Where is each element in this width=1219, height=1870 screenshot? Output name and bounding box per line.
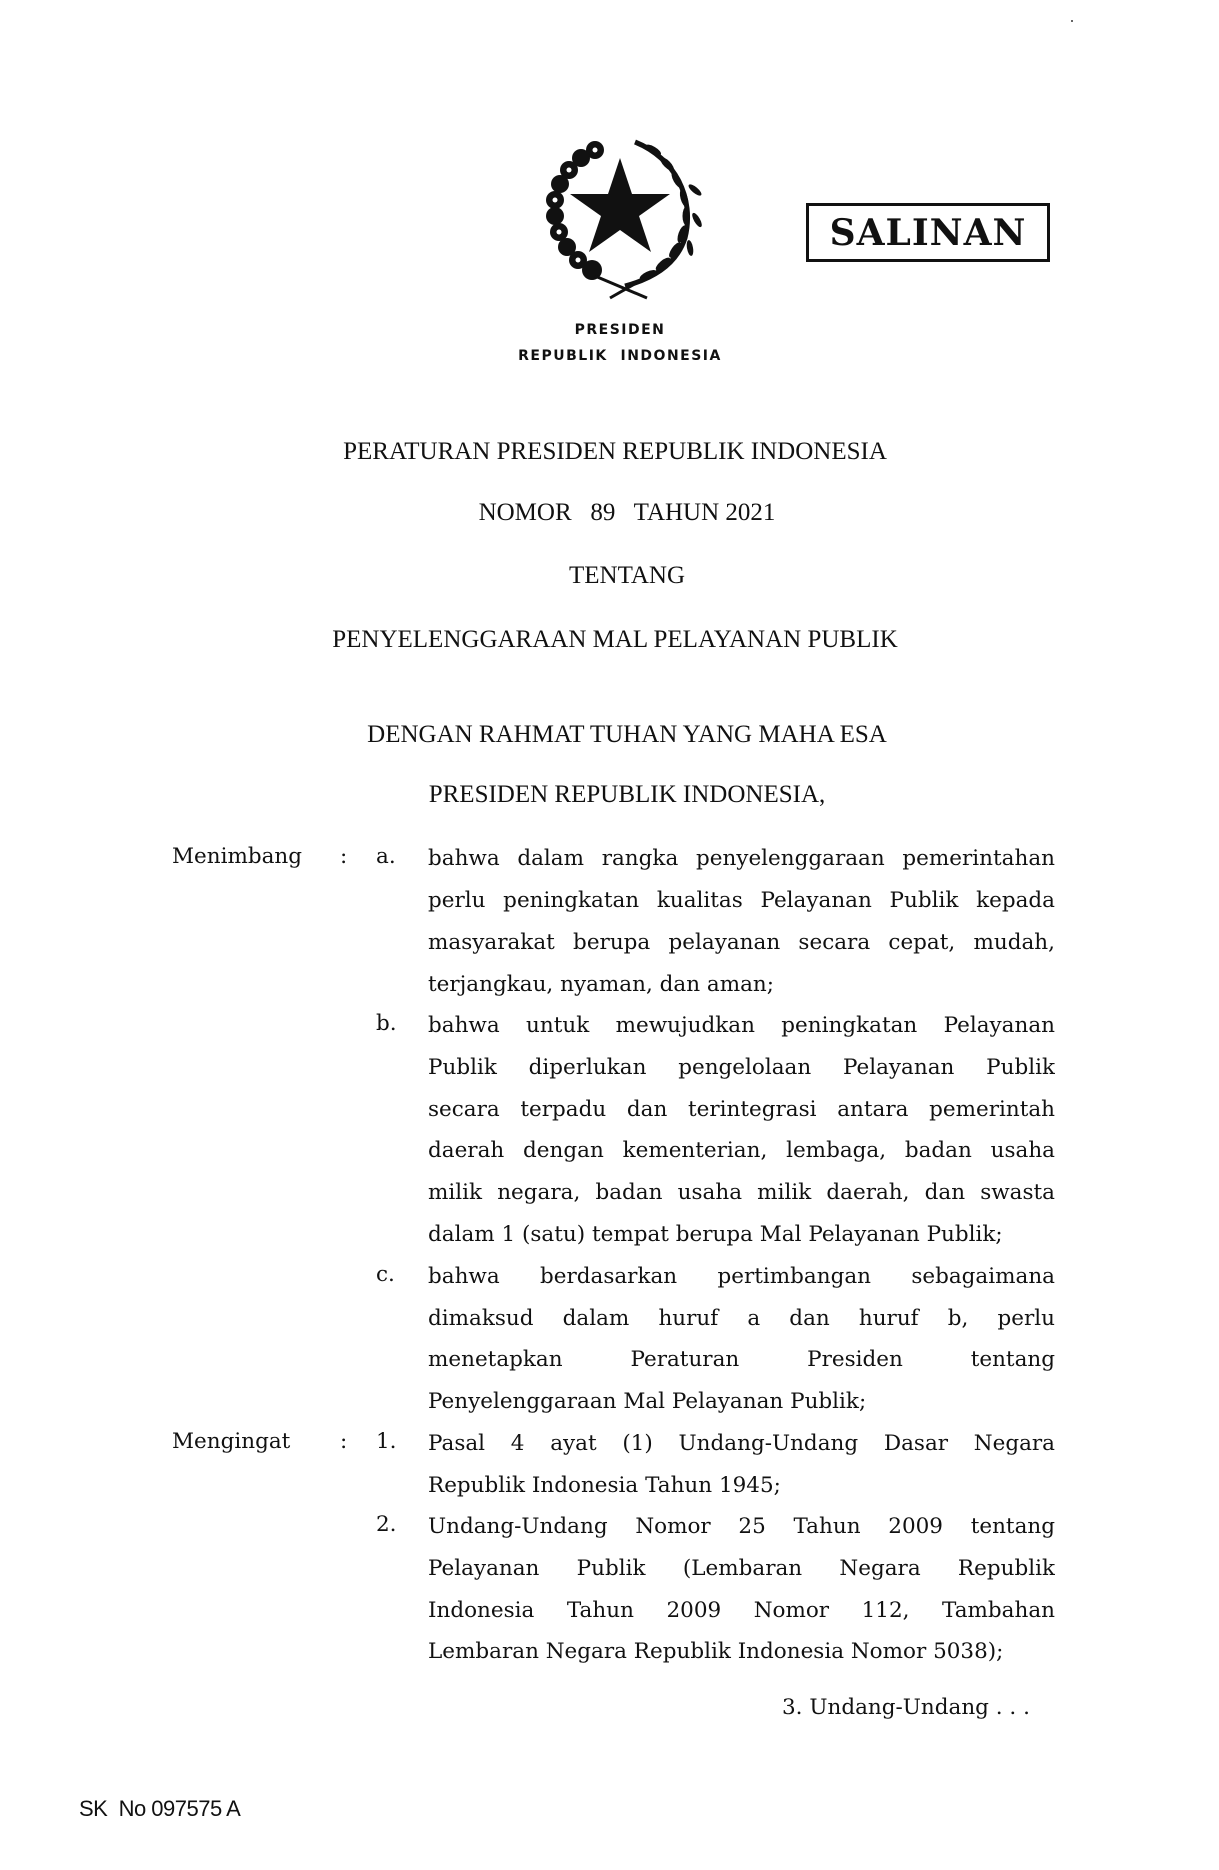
regulation-type: PERATURAN PRESIDEN REPUBLIK INDONESIA [343, 438, 887, 465]
mengingat-colon: : [340, 1429, 348, 1454]
salinan-stamp [806, 203, 1050, 262]
regulation-number: NOMOR 89 TAHUN 2021 [478, 499, 776, 526]
item-2-line: Pelayanan Publik (Lembaran Negara Republik [428, 1556, 1055, 1581]
menimbang-label: Menimbang [172, 844, 303, 869]
regulation-about: TENTANG [568, 562, 686, 589]
regulation-subject: PENYELENGGARAAN MAL PELAYANAN PUBLIK [332, 626, 898, 653]
salinan-label: SALINAN [829, 211, 1027, 254]
item-1-line: Republik Indonesia Tahun 1945; [428, 1473, 781, 1498]
item-2-line: Lembaran Negara Republik Indonesia Nomor 5038); [428, 1639, 1004, 1664]
item-a-line: perlu peningkatan kualitas Pelayanan Publik kepada [428, 888, 1055, 913]
presidential-seal-icon [535, 128, 705, 303]
office-label-line1: PRESIDEN [574, 322, 666, 338]
serial-number: SK No 097575 A [79, 1796, 241, 1821]
item-c-line: menetapkan Peraturan Presiden tentang [428, 1347, 1055, 1372]
item-1-line: Pasal 4 ayat (1) Undang-Undang Dasar Negara [428, 1431, 1055, 1456]
item-2-line: Undang-Undang Nomor 25 Tahun 2009 tentang [428, 1514, 1055, 1539]
item-marker-c: c. [376, 1262, 395, 1287]
item-c-line: Penyelenggaraan Mal Pelayanan Publik; [428, 1389, 867, 1414]
item-b-line: dalam 1 (satu) tempat berupa Mal Pelayanan Publik; [428, 1222, 1003, 1247]
mengingat-label: Mengingat [172, 1429, 291, 1454]
item-c-line: bahwa berdasarkan pertimbangan sebagaimana [428, 1264, 1055, 1289]
menimbang-colon: : [340, 844, 348, 869]
preamble-line1: DENGAN RAHMAT TUHAN YANG MAHA ESA [367, 721, 887, 748]
item-a-line: bahwa dalam rangka penyelenggaraan pemerintahan [428, 846, 1055, 871]
item-marker-1: 1. [376, 1429, 397, 1454]
item-b-line: secara terpadu dan terintegrasi antara pemerintah [428, 1097, 1055, 1122]
office-label-line2: REPUBLIK INDONESIA [518, 348, 722, 364]
page-continuation: 3. Undang-Undang . . . [782, 1695, 1030, 1720]
item-a-line: terjangkau, nyaman, dan aman; [428, 972, 775, 997]
item-b-line: Publik diperlukan pengelolaan Pelayanan Publik [428, 1055, 1055, 1080]
item-c-line: dimaksud dalam huruf a dan huruf b, perlu [428, 1306, 1055, 1331]
item-b-line: milik negara, badan usaha milik daerah, dan swasta [428, 1180, 1055, 1205]
preamble-line2: PRESIDEN REPUBLIK INDONESIA, [428, 781, 826, 808]
scan-speck [1071, 20, 1073, 22]
item-b-line: daerah dengan kementerian, lembaga, badan usaha [428, 1138, 1055, 1163]
item-marker-b: b. [376, 1011, 397, 1036]
item-2-line: Indonesia Tahun 2009 Nomor 112, Tambahan [428, 1598, 1055, 1623]
item-a-line: masyarakat berupa pelayanan secara cepat, mudah, [428, 930, 1055, 955]
item-b-line: bahwa untuk mewujudkan peningkatan Pelayanan [428, 1013, 1055, 1038]
item-marker-2: 2. [376, 1512, 397, 1537]
item-marker-a: a. [376, 844, 396, 869]
